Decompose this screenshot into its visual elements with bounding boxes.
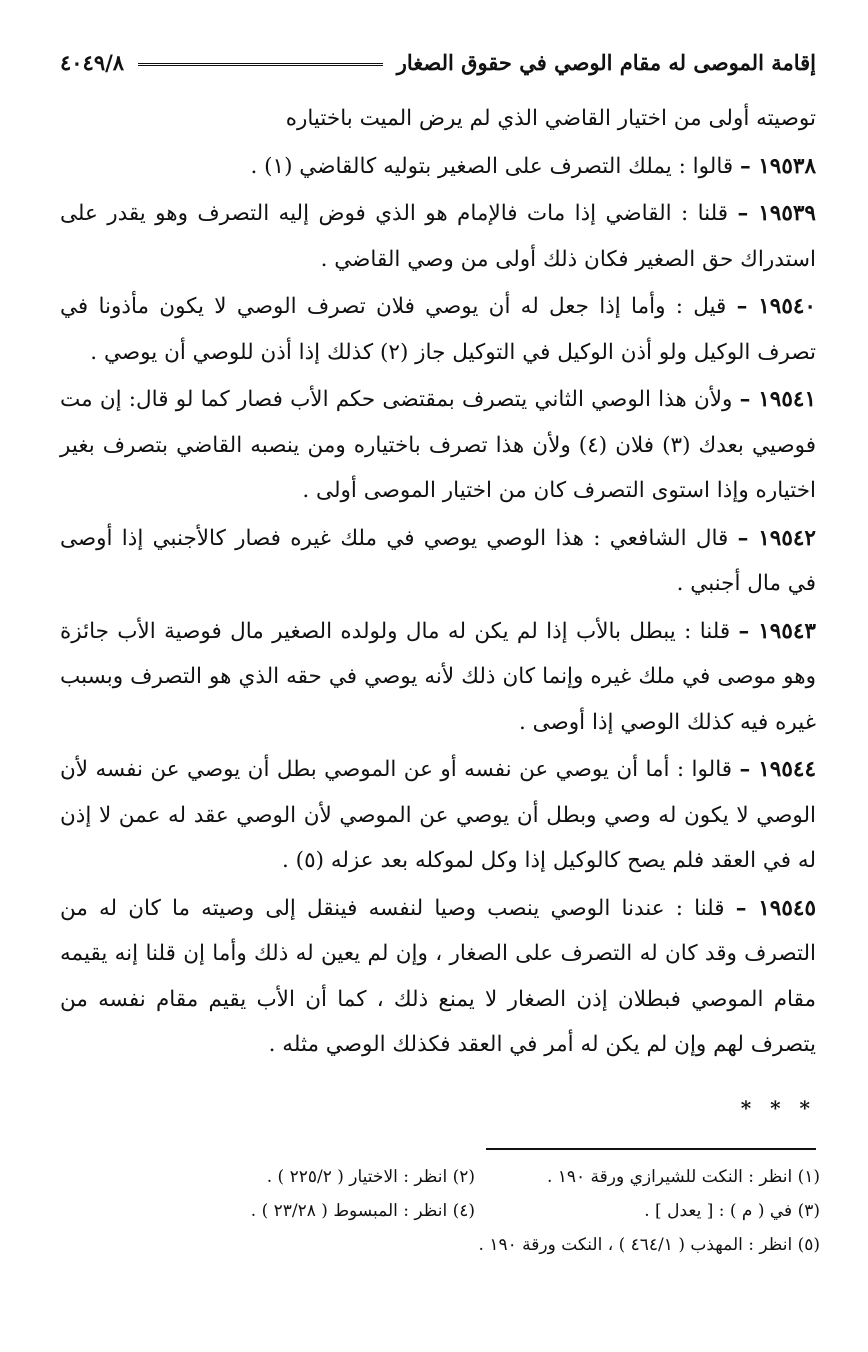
running-title: إقامة الموصى له مقام الوصي في حقوق الصغار — [396, 49, 816, 75]
footnote-4: (٤) انظر : المبسوط ( ٢٣/٢٨ ) . — [250, 1201, 475, 1221]
paragraph-intro — [60, 96, 816, 142]
footnote-3: (٣) في ( م ) : [ يعدل ] . — [644, 1201, 820, 1221]
paragraph-number: ١٩٥٣٩ – — [737, 201, 816, 226]
footnote-1: (١) انظر : النكت للشيرازي ورقة ١٩٠ . — [546, 1167, 820, 1187]
paragraph-number: ١٩٥٤١ – — [739, 387, 816, 412]
paragraph-text: قلنا : عندنا الوصي ينصب وصيا لنفسه فينقل إلى وصيته ما كان له من التصرف وقد كان له التصرف على الصغار ، وإن لم يعين له ذلك وأما إن قلنا إنه يقيمه مقام الموصي فبطلان إذن الصغار لا يمنع ذلك ، كما أن الأب يقيم مقام نفسه من يتصرف لهم وإن لم يكن له أمر في العقد فكذلك الوصي مثله . — [60, 895, 816, 1057]
main-text — [60, 96, 816, 1131]
footnote-row — [100, 1160, 820, 1194]
paragraph-text: قلنا : يبطل بالأب إذا لم يكن له مال ولولده الصغير مال فوصية الأب جائزة وهو موصى في ملك غيره وإنما كان ذلك لأنه يوصي في حقه الذي هو التصرف وبسبب غيره فيه كذلك الوصي إذا أوصى . — [60, 618, 816, 735]
footnote-2: (٢) انظر : الاختيار ( ٢٢٥/٢ ) . — [266, 1167, 475, 1187]
paragraph-19541 — [60, 377, 816, 514]
paragraph-number: ١٩٥٤٢ – — [737, 525, 816, 551]
paragraph-number: ١٩٥٤٠ – — [736, 294, 816, 319]
paragraph-19538 — [60, 144, 816, 190]
paragraph-text: توصيته أولى من اختيار القاضي الذي لم يرض الميت باختياره — [285, 106, 816, 131]
paragraph-number: ١٩٥٤٥ – — [735, 895, 816, 921]
header-double-rule — [138, 63, 383, 66]
footnote-divider — [486, 1148, 816, 1150]
page-header — [60, 36, 816, 88]
paragraph-text: ولأن هذا الوصي الثاني يتصرف بمقتضى حكم الأب فصار كما لو قال: إن مت فوصيي بعدك (٣) فلان (٤) ولأن هذا تصرف باختياره ومن ينصبه القاضي بتصرف بغير اختياره وإذا استوى التصرف كان من اختيار الموصى أولى . — [60, 387, 817, 503]
paragraph-19540 — [60, 284, 816, 375]
footnote-row — [100, 1228, 820, 1262]
paragraph-19544 — [60, 747, 816, 884]
paragraph-19542 — [60, 516, 816, 607]
paragraph-text: قلنا : القاضي إذا مات فالإمام هو الذي فوض إليه التصرف وهو يقدر على استدراك حق الصغير فكان ذلك أولى من وصي القاضي . — [60, 201, 816, 272]
section-separator: * * * — [740, 1095, 816, 1120]
paragraph-text: قالوا : يملك التصرف على الصغير بتوليه كالقاضي (١) . — [250, 153, 734, 179]
paragraph-text: قال الشافعي : هذا الوصي يوصي في ملك غيره فصار كالأجنبي إذا أوصى في مال أجنبي . — [60, 525, 816, 596]
paragraph-text: قيل : وأما إذا جعل له أن يوصي فلان تصرف الوصي لا يكون مأذونا في تصرف الوكيل ولو أذن الوكيل في التوكيل جاز (٢) كذلك إذا أذن للوصي أن يوصي . — [60, 294, 816, 365]
paragraph-19539 — [60, 191, 816, 282]
paragraph-19543 — [60, 609, 816, 746]
paragraph-number: ١٩٥٣٨ – — [740, 153, 816, 179]
page-number: ٤٠٤٩/٨ — [60, 49, 125, 75]
paragraph-number: ١٩٥٤٤ – — [739, 757, 816, 782]
paragraph-number: ١٩٥٤٣ – — [738, 618, 816, 644]
footnotes — [100, 1160, 820, 1262]
footnote-row — [100, 1194, 820, 1228]
paragraph-19545 — [60, 886, 816, 1068]
document-page — [60, 36, 816, 1131]
footnote-5: (٥) انظر : المهذب ( ٤٦٤/١ ) ، النكت ورقة ١٩٠ . — [478, 1235, 820, 1255]
paragraph-text: قالوا : أما أن يوصي عن نفسه أو عن الموصي بطل أن يوصي عن نفسه لأن الوصي لا يكون له وصي وبطل أن يوصي عن الموصي لأن الوصي عقد له عمن لا إذن له في العقد فلم يصح كالوكيل إذا وكل لموكله بعد عزله (٥) . — [60, 757, 816, 873]
